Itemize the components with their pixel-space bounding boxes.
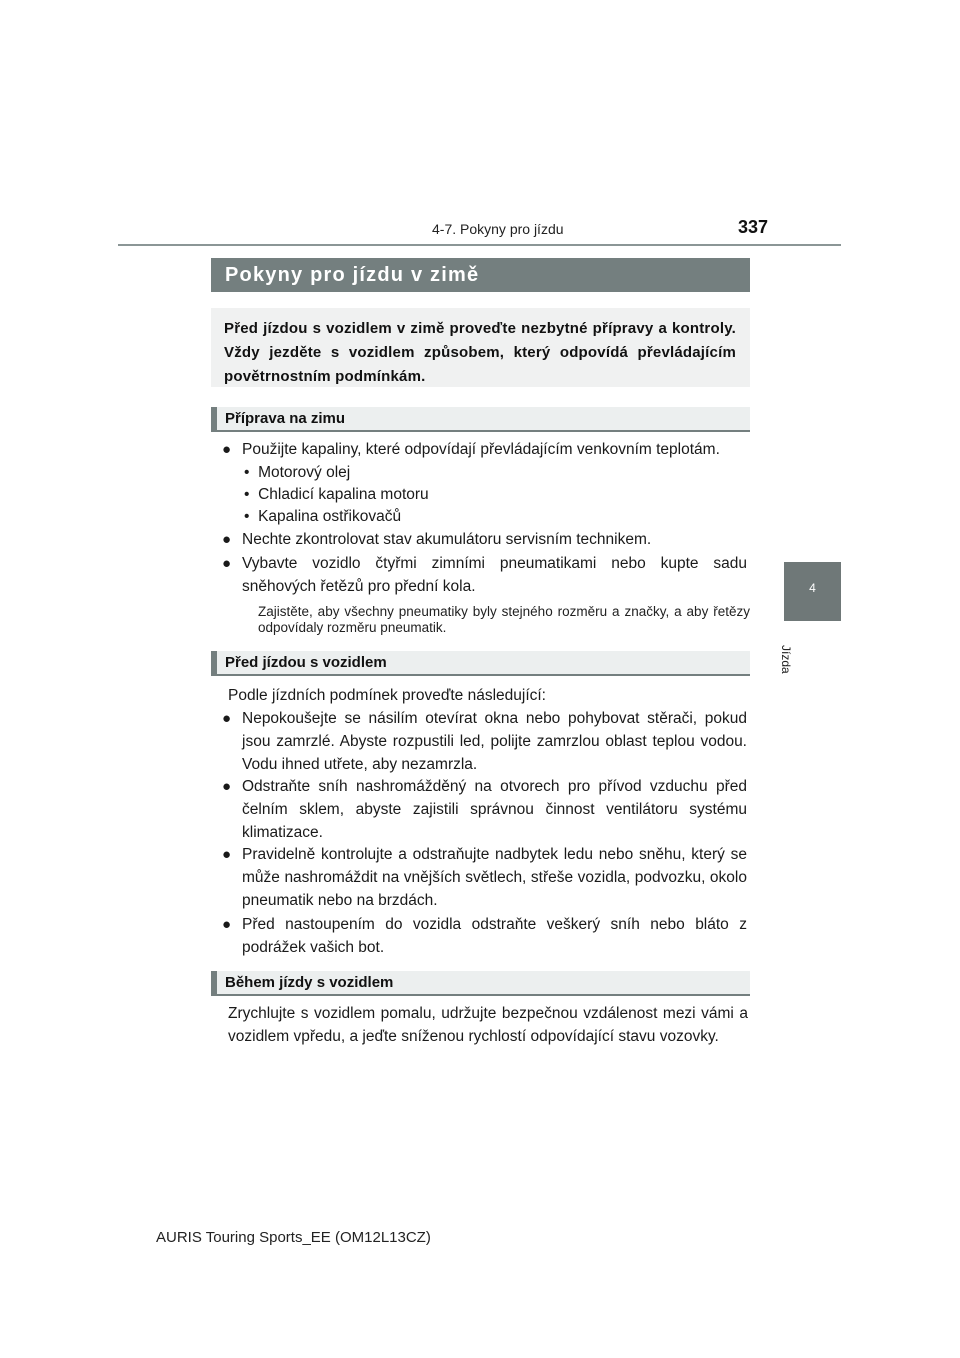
list-item-text: Vybavte vozidlo čtyřmi zimními pneumatikami nebo kupte sadu sněhových řetězů pro přední kola. <box>242 555 747 595</box>
sub-list-item <box>244 483 429 506</box>
list-item-text: Před nastoupením do vozidla odstraňte veškerý sníh nebo bláto z podrážek vašich bot. <box>242 916 747 956</box>
sub-list-item <box>244 505 401 528</box>
bullet-icon: ● <box>221 441 232 458</box>
list-item-text: Pravidelně kontrolujte a odstraňujte nadbytek ledu nebo sněhu, který se může nashromáždit na vnějších světlech, střeše vozidla, podvozku, okolo pneumatik nebo na brzdách. <box>242 846 747 909</box>
chapter-tab-number: 4 <box>809 581 816 595</box>
sub-bullet-icon: • <box>244 508 250 525</box>
section-header: 4-7. Pokyny pro jízdu <box>432 221 564 237</box>
bullet-icon: ● <box>221 555 232 572</box>
list-item-text: Použijte kapaliny, které odpovídají převládajícím venkovním teplotám. <box>242 441 720 458</box>
bullet-icon: ● <box>221 916 232 933</box>
list-item <box>211 552 747 598</box>
bullet-icon: ● <box>221 710 232 727</box>
note-text: Zajistěte, aby všechny pneumatiky byly stejného rozměru a značky, a aby řetězy odpovídaly rozměru pneumatik. <box>258 604 750 635</box>
sub-bullet-icon: • <box>244 486 250 503</box>
list-item <box>211 843 747 912</box>
sub-list-item <box>244 461 350 484</box>
header-divider <box>118 244 841 246</box>
section-heading-before-driving: Před jízdou s vozidlem <box>211 651 750 676</box>
section-heading-preparation: Příprava na zimu <box>211 407 750 432</box>
sub-list-item-text: Kapalina ostřikovačů <box>258 508 402 525</box>
list-item <box>211 528 747 551</box>
chapter-tab-label: Jízda <box>779 645 793 674</box>
page-number: 337 <box>738 217 769 237</box>
section-paragraph: Zrychlujte s vozidlem pomalu, udržujte bezpečnou vzdálenost mezi vámi a vozidlem vpředu, a jeďte sníženou rychlostí odpovídající stavu vozovky. <box>228 1005 748 1045</box>
list-item-text: Odstraňte sníh nashromážděný na otvorech pro přívod vzduchu před čelním sklem, abyste zajistili správnou činnost ventilátoru systému klimatizace. <box>242 778 747 841</box>
sub-list-item-text: Motorový olej <box>258 464 351 481</box>
footer-model: AURIS Touring Sports_EE (OM12L13CZ) <box>156 1229 431 1246</box>
bullet-icon: ● <box>221 531 232 548</box>
list-item-text: Nepokoušejte se násilím otevírat okna nebo pohybovat stěrači, pokud jsou zamrzlé. Abyste rozpustili led, polijte zamrzlou oblast teplou vodou. Vodu ihned utřete, aby nezamrzla. <box>242 710 747 773</box>
list-item <box>211 707 747 776</box>
sub-bullet-icon: • <box>244 464 250 481</box>
sub-list-item-text: Chladicí kapalina motoru <box>258 486 429 503</box>
bullet-icon: ● <box>221 778 232 795</box>
list-item-text: Nechte zkontrolovat stav akumulátoru servisním technikem. <box>242 531 652 548</box>
page-title: Pokyny pro jízdu v zimě <box>211 258 750 292</box>
section-lead: Podle jízdních podmínek proveďte následující: <box>228 687 546 704</box>
intro-box: Před jízdou s vozidlem v zimě proveďte nezbytné přípravy a kontroly. Vždy jezděte s vozidlem způsobem, který odpovídá převládajícím povětrnostním podmínkám. <box>211 308 750 387</box>
list-item <box>211 775 747 844</box>
list-item <box>211 913 747 959</box>
list-item <box>211 438 747 461</box>
bullet-icon: ● <box>221 846 232 863</box>
section-heading-while-driving: Během jízdy s vozidlem <box>211 971 750 996</box>
